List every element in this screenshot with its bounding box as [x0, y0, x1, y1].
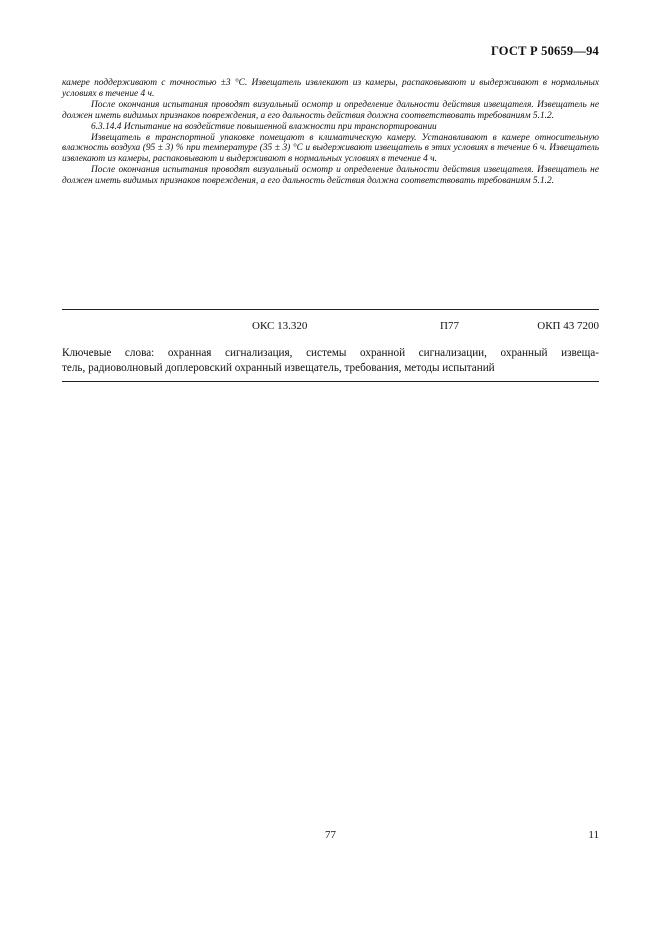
paragraph: камере поддерживают с точностью ±3 °С. Извещатель извлекают из камеры, распаковывают и выдерживают в нормальных условиях в течение 4 ч. — [62, 78, 599, 99]
bottom-divider — [62, 381, 599, 382]
paragraph: После окончания испытания проводят визуальный осмотр и определение дальности действия извещателя. Извещатель не должен иметь видимых признаков повреждения, а его дальность действия должна соответствовать требованиям 5.1.2. — [62, 99, 599, 121]
paragraph: Извещатель в транспортной упаковке помещают в климатическую камеру. Устанавливают в камере относительную влажность воздуха (95 ± 3) % при температуре (35 ± 3) °С и выдерживают извещатель в этих условиях в течение 6 ч. Извещатель извлекают из камеры, распаковывают и выдерживают в нормальных условиях в течение 4 ч. — [62, 132, 599, 165]
keywords-block — [62, 346, 599, 376]
document-code-header: ГОСТ Р 50659—94 — [490, 44, 599, 58]
keywords-line: тель, радиоволновый доплеровский охранный извещатель, требования, методы испытаний — [62, 362, 495, 374]
keywords-line: Ключевые слова: охранная сигнализация, системы охранной сигнализации, охранный извеща- — [62, 347, 599, 359]
section-heading: 6.3.14.4 Испытание на воздействие повышенной влажности при транспортировании — [91, 121, 437, 132]
page-number-center: 77 — [325, 829, 336, 841]
body-text-block — [62, 78, 599, 187]
oks-code: ОКС 13.320 — [252, 320, 308, 332]
okp-code: ОКП 43 7200 — [537, 320, 599, 332]
group-code: П77 — [440, 320, 459, 332]
paragraph: После окончания испытания проводят визуальный осмотр и определение дальности действия извещателя. Извещатель не должен иметь видимых признаков повреждения, а его дальность действия должна соответствовать требованиям 5.1.2. — [62, 165, 599, 187]
page-number-right: 11 — [588, 829, 599, 841]
top-divider — [62, 309, 599, 310]
